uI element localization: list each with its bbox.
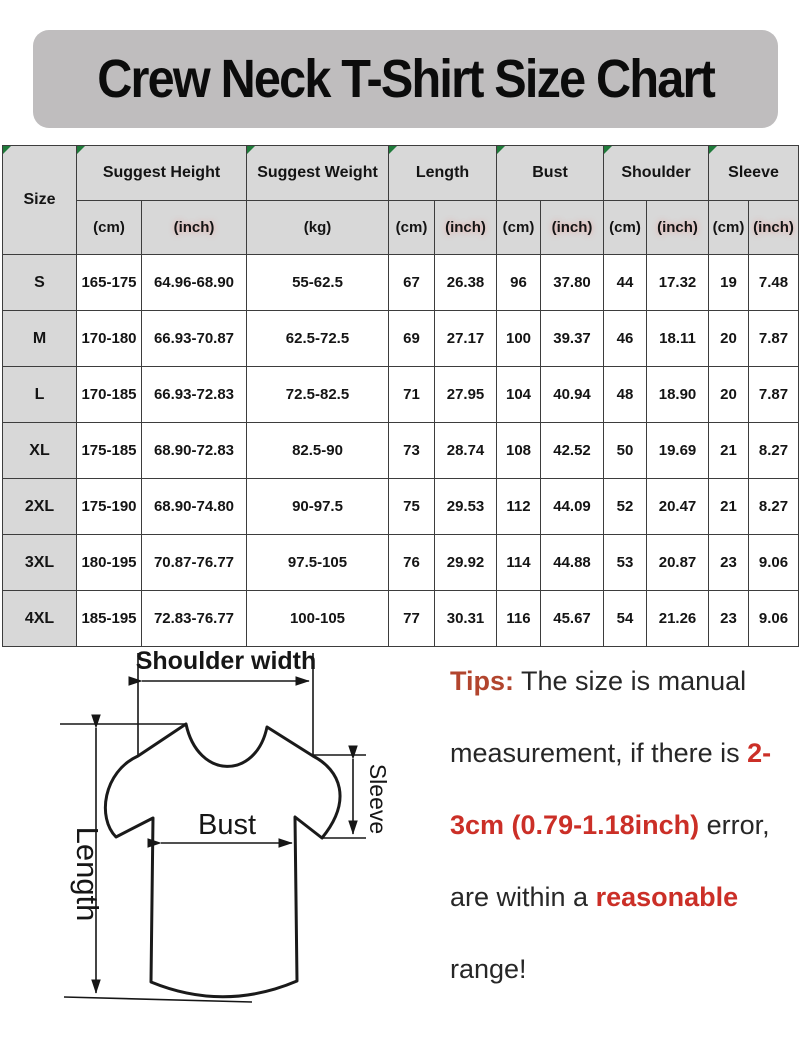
data-cell: 104 [497, 367, 541, 423]
data-cell: 175-190 [77, 479, 142, 535]
page-title: Crew Neck T-Shirt Size Chart [97, 49, 714, 109]
data-cell: 72.5-82.5 [247, 367, 389, 423]
unit-header: (inch) [541, 201, 604, 255]
tip-segment: error, [699, 810, 770, 840]
data-cell: 20 [709, 311, 749, 367]
tshirt-outline [105, 724, 340, 997]
sleeve-label: Sleeve [365, 763, 391, 835]
data-cell: 7.48 [749, 255, 799, 311]
unit-header: (inch) [647, 201, 709, 255]
data-cell: 54 [604, 591, 647, 647]
size-table-header [3, 146, 799, 255]
tip-segment: 3cm (0.79-1.18inch) [450, 810, 700, 840]
col-header-length: Length [389, 146, 497, 201]
col-header-suggest-weight: Suggest Weight [247, 146, 389, 201]
data-cell: 170-180 [77, 311, 142, 367]
data-cell: 77 [389, 591, 435, 647]
data-cell: 19.69 [647, 423, 709, 479]
data-cell: 9.06 [749, 535, 799, 591]
col-header-sleeve: Sleeve [709, 146, 799, 201]
tip-segment: Tips: [450, 666, 515, 696]
tip-line [450, 717, 790, 789]
data-cell: 90-97.5 [247, 479, 389, 535]
unit-header: (cm) [77, 201, 142, 255]
data-cell: 21.26 [647, 591, 709, 647]
data-cell: 71 [389, 367, 435, 423]
data-cell: 37.80 [541, 255, 604, 311]
data-cell: 39.37 [541, 311, 604, 367]
table-row [3, 591, 799, 647]
data-cell: 20.87 [647, 535, 709, 591]
data-cell: 165-175 [77, 255, 142, 311]
data-cell: 21 [709, 423, 749, 479]
data-cell: 44 [604, 255, 647, 311]
data-cell: 116 [497, 591, 541, 647]
data-cell: 18.11 [647, 311, 709, 367]
data-cell: 108 [497, 423, 541, 479]
size-cell: 3XL [3, 535, 77, 591]
data-cell: 19 [709, 255, 749, 311]
data-cell: 27.17 [435, 311, 497, 367]
data-cell: 100 [497, 311, 541, 367]
data-cell: 52 [604, 479, 647, 535]
tips [450, 645, 790, 1005]
data-cell: 97.5-105 [247, 535, 389, 591]
tip-line [450, 861, 790, 933]
unit-header: (inch) [749, 201, 799, 255]
data-cell: 66.93-70.87 [142, 311, 247, 367]
tip-line [450, 789, 790, 861]
data-cell: 29.92 [435, 535, 497, 591]
size-cell: S [3, 255, 77, 311]
table-row [3, 255, 799, 311]
data-cell: 29.53 [435, 479, 497, 535]
data-cell: 30.31 [435, 591, 497, 647]
tip-line [450, 645, 790, 717]
size-cell: 2XL [3, 479, 77, 535]
data-cell: 70.87-76.77 [142, 535, 247, 591]
data-cell: 67 [389, 255, 435, 311]
table-row [3, 423, 799, 479]
data-cell: 8.27 [749, 423, 799, 479]
data-cell: 27.95 [435, 367, 497, 423]
unit-header: (cm) [604, 201, 647, 255]
data-cell: 185-195 [77, 591, 142, 647]
data-cell: 100-105 [247, 591, 389, 647]
tshirt-measurement-diagram [0, 640, 445, 1020]
unit-header: (cm) [709, 201, 749, 255]
data-cell: 50 [604, 423, 647, 479]
data-cell: 21 [709, 479, 749, 535]
data-cell: 68.90-74.80 [142, 479, 247, 535]
data-cell: 45.67 [541, 591, 604, 647]
data-cell: 7.87 [749, 367, 799, 423]
data-cell: 44.09 [541, 479, 604, 535]
data-cell: 42.52 [541, 423, 604, 479]
data-cell: 114 [497, 535, 541, 591]
table-row [3, 367, 799, 423]
table-row [3, 479, 799, 535]
tip-line [450, 933, 790, 1005]
size-cell: L [3, 367, 77, 423]
data-cell: 82.5-90 [247, 423, 389, 479]
data-cell: 53 [604, 535, 647, 591]
data-cell: 18.90 [647, 367, 709, 423]
data-cell: 62.5-72.5 [247, 311, 389, 367]
data-cell: 40.94 [541, 367, 604, 423]
unit-header: (cm) [389, 201, 435, 255]
col-header-suggest-height: Suggest Height [77, 146, 247, 201]
data-cell: 48 [604, 367, 647, 423]
size-cell: XL [3, 423, 77, 479]
data-cell: 112 [497, 479, 541, 535]
data-cell: 76 [389, 535, 435, 591]
tip-segment: reasonable [595, 882, 739, 912]
col-header-size: Size [3, 146, 77, 255]
tip-segment: 2- [747, 738, 772, 768]
data-cell: 66.93-72.83 [142, 367, 247, 423]
data-cell: 69 [389, 311, 435, 367]
size-table-body [3, 255, 799, 647]
data-cell: 64.96-68.90 [142, 255, 247, 311]
data-cell: 170-185 [77, 367, 142, 423]
tip-segment: range! [450, 954, 527, 984]
data-cell: 68.90-72.83 [142, 423, 247, 479]
unit-header: (kg) [247, 201, 389, 255]
data-cell: 17.32 [647, 255, 709, 311]
col-header-bust: Bust [497, 146, 604, 201]
data-cell: 8.27 [749, 479, 799, 535]
data-cell: 96 [497, 255, 541, 311]
size-cell: M [3, 311, 77, 367]
table-row [3, 535, 799, 591]
size-cell: 4XL [3, 591, 77, 647]
data-cell: 75 [389, 479, 435, 535]
data-cell: 20 [709, 367, 749, 423]
data-cell: 9.06 [749, 591, 799, 647]
unit-header: (cm) [497, 201, 541, 255]
unit-header: (inch) [435, 201, 497, 255]
tip-segment: The size is manual [514, 666, 747, 696]
bust-label: Bust [197, 809, 257, 841]
data-cell: 23 [709, 591, 749, 647]
data-cell: 28.74 [435, 423, 497, 479]
title-banner [33, 30, 778, 128]
data-cell: 7.87 [749, 311, 799, 367]
size-table [2, 145, 799, 647]
tip-segment: measurement, if there is [450, 738, 748, 768]
data-cell: 46 [604, 311, 647, 367]
data-cell: 72.83-76.77 [142, 591, 247, 647]
length-label: Length [70, 826, 105, 922]
col-header-shoulder: Shoulder [604, 146, 709, 201]
data-cell: 175-185 [77, 423, 142, 479]
table-row [3, 311, 799, 367]
data-cell: 26.38 [435, 255, 497, 311]
shoulder-width-label: Shoulder width [135, 647, 317, 675]
data-cell: 180-195 [77, 535, 142, 591]
data-cell: 73 [389, 423, 435, 479]
data-cell: 55-62.5 [247, 255, 389, 311]
unit-header: (inch) [142, 201, 247, 255]
data-cell: 44.88 [541, 535, 604, 591]
tip-segment: are within a [450, 882, 596, 912]
data-cell: 23 [709, 535, 749, 591]
data-cell: 20.47 [647, 479, 709, 535]
